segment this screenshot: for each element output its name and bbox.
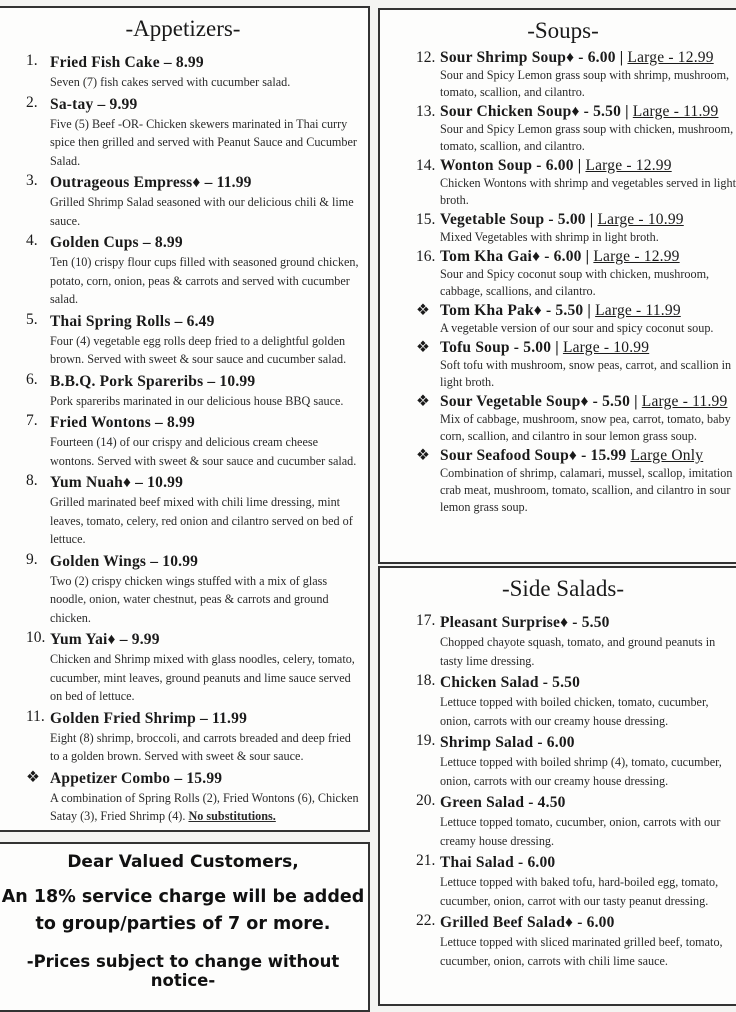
item-title bbox=[50, 551, 362, 572]
large-size-price: Large Only bbox=[630, 447, 704, 464]
item-title bbox=[440, 446, 736, 465]
item-title bbox=[50, 311, 362, 332]
item-description bbox=[50, 392, 362, 411]
item-title bbox=[50, 172, 362, 193]
item-description bbox=[50, 253, 362, 309]
menu-item bbox=[0, 52, 362, 92]
item-description-text: Grilled Shrimp Salad seasoned with our delicious chili & lime sauce. bbox=[50, 195, 354, 228]
item-description bbox=[440, 633, 736, 670]
menu-item bbox=[0, 371, 362, 411]
menu-item bbox=[0, 412, 362, 470]
item-description-text: Sour and Spicy coconut soup with chicken, mushroom, cabbage, scallions, and cilantro. bbox=[440, 267, 710, 298]
item-description-text: Grilled marinated beef mixed with chili lime dressing, mint leaves, tomato, celery, red onion and cilantro served on bed of lettuce. bbox=[50, 495, 353, 546]
item-title bbox=[440, 852, 736, 873]
item-name-price: Vegetable Soup - 5.00 | bbox=[440, 211, 598, 228]
special-item-bullet-icon: ❖ bbox=[416, 393, 430, 410]
item-note: No substitutions. bbox=[188, 809, 276, 823]
item-title bbox=[440, 210, 736, 229]
item-title bbox=[440, 102, 736, 121]
item-description bbox=[440, 873, 736, 910]
item-number: 7. bbox=[26, 412, 38, 429]
item-number: 11. bbox=[26, 707, 45, 725]
section-title: -Side Salads- bbox=[501, 576, 624, 601]
item-title bbox=[440, 301, 736, 320]
item-description-text: Sour and Spicy Lemon grass soup with chicken, mushroom, tomato, scallion, and cilantro. bbox=[440, 122, 734, 153]
special-item-bullet-icon: ❖ bbox=[26, 768, 40, 786]
item-title bbox=[50, 52, 362, 73]
large-size-price: Large - 12.99 bbox=[627, 49, 714, 66]
item-description bbox=[440, 67, 736, 101]
item-description-text: Lettuce topped tomato, cucumber, onion, carrots with our creamy house dressing. bbox=[440, 815, 721, 848]
item-name-price: Outrageous Empress♦ – 11.99 bbox=[50, 174, 252, 191]
item-name-price: Tofu Soup - 5.00 | bbox=[440, 339, 563, 356]
item-name-price: Green Salad - 4.50 bbox=[440, 794, 566, 811]
item-number: 1. bbox=[26, 52, 38, 69]
item-description bbox=[440, 320, 736, 337]
item-description bbox=[440, 357, 736, 391]
item-description bbox=[440, 753, 736, 790]
item-description bbox=[440, 175, 736, 209]
item-name-price: Thai Spring Rolls – 6.49 bbox=[50, 312, 215, 330]
menu-item bbox=[380, 247, 736, 300]
item-title bbox=[50, 472, 362, 493]
item-name-price: Golden Wings – 10.99 bbox=[50, 552, 199, 570]
item-description bbox=[50, 789, 362, 826]
menu-item bbox=[380, 338, 736, 391]
item-number: 9. bbox=[26, 550, 38, 568]
item-description-text: Five (5) Beef -OR- Chicken skewers marinated in Thai curry spice then grilled and served with Peanut Sauce and Cucumber Salad. bbox=[50, 116, 357, 168]
large-size-price: Large - 12.99 bbox=[593, 248, 680, 265]
item-number: 8. bbox=[26, 472, 38, 489]
item-title bbox=[440, 672, 736, 693]
menu-item bbox=[0, 94, 362, 171]
item-name-price: Golden Cups – 8.99 bbox=[50, 234, 183, 251]
item-title bbox=[440, 792, 736, 813]
item-number: 19. bbox=[416, 732, 436, 749]
section-title: -Soups- bbox=[527, 18, 599, 43]
item-title bbox=[50, 629, 362, 650]
item-number: 16. bbox=[416, 248, 436, 265]
item-title bbox=[440, 732, 736, 753]
large-size-price: Large - 10.99 bbox=[562, 339, 650, 356]
item-name-price: Grilled Beef Salad♦ - 6.00 bbox=[440, 914, 615, 931]
item-title bbox=[440, 338, 736, 357]
item-title bbox=[440, 392, 736, 411]
item-description bbox=[440, 411, 736, 445]
menu-item bbox=[380, 210, 736, 246]
item-description-text: Fourteen (14) of our crispy and delicious cream cheese wontons. Served with sweet & sour sauce and cucumber salad. bbox=[50, 435, 357, 468]
item-description bbox=[440, 229, 736, 246]
item-title bbox=[50, 94, 362, 115]
menu-item bbox=[0, 768, 362, 826]
item-description bbox=[440, 465, 736, 516]
item-title bbox=[50, 232, 362, 253]
item-description-text: Seven (7) fish cakes served with cucumber salad. bbox=[50, 75, 291, 89]
special-item-bullet-icon: ❖ bbox=[416, 302, 430, 319]
menu-item bbox=[0, 172, 362, 230]
item-number: 21. bbox=[416, 852, 436, 869]
item-description bbox=[50, 193, 362, 230]
item-name-price: Appetizer Combo – 15.99 bbox=[50, 769, 223, 787]
menu-item bbox=[380, 156, 736, 209]
item-number: 5. bbox=[26, 310, 38, 328]
section-title: -Appetizers- bbox=[125, 16, 241, 41]
item-number: 2. bbox=[26, 93, 38, 111]
menu-item bbox=[0, 629, 362, 706]
item-name-price: B.B.Q. Pork Spareribs – 10.99 bbox=[50, 372, 256, 390]
item-name-price: Yum Yai♦ – 9.99 bbox=[50, 631, 160, 648]
appetizer-list bbox=[0, 52, 368, 826]
menu-item bbox=[380, 301, 736, 337]
item-description bbox=[440, 121, 736, 155]
item-description-text: A vegetable version of our sour and spicy coconut soup. bbox=[440, 321, 714, 335]
item-description-text: Four (4) vegetable egg rolls deep fried to a delightful golden brown. Served with sweet & sour sauce and cucumber salad. bbox=[50, 333, 347, 366]
special-item-bullet-icon: ❖ bbox=[416, 447, 430, 464]
item-name-price: Fried Fish Cake – 8.99 bbox=[50, 54, 204, 71]
item-description-text: Combination of shrimp, calamari, mussel, scallop, imitation crab meat, mushroom, tomato, scallion, and cilantro in sour lemon grass soup. bbox=[440, 466, 733, 514]
item-description bbox=[50, 493, 362, 549]
special-item-bullet-icon: ❖ bbox=[416, 339, 430, 356]
item-description bbox=[50, 332, 362, 369]
menu-item bbox=[380, 912, 736, 970]
large-size-price: Large - 11.99 bbox=[595, 302, 681, 319]
item-name-price: Thai Salad - 6.00 bbox=[440, 854, 556, 871]
item-description bbox=[440, 933, 736, 970]
menu-item bbox=[0, 232, 362, 309]
item-name-price: Yum Nuah♦ – 10.99 bbox=[50, 474, 184, 491]
item-description bbox=[50, 650, 362, 706]
item-description bbox=[50, 729, 362, 766]
item-name-price: Sour Shrimp Soup♦ - 6.00 | bbox=[440, 49, 628, 66]
item-description-text: Chicken and Shrimp mixed with glass noodles, celery, tomato, cucumber, mint leaves, ground peanuts and lime sauce served on bed of lettuce. bbox=[50, 652, 355, 703]
menu-item bbox=[380, 732, 736, 790]
item-description-text: Two (2) crispy chicken wings stuffed with a mix of glass noodle, onion, water chestnut, peas & carrots and ground chicken. bbox=[50, 573, 329, 625]
item-number: 20. bbox=[416, 792, 436, 809]
item-name-price: Wonton Soup - 6.00 | bbox=[440, 157, 586, 174]
menu-item bbox=[380, 392, 736, 445]
item-name-price: Fried Wontons – 8.99 bbox=[50, 414, 195, 431]
large-size-price: Large - 11.99 bbox=[632, 103, 719, 120]
large-size-price: Large - 11.99 bbox=[641, 393, 728, 410]
item-name-price: Tom Kha Gai♦ - 6.00 | bbox=[440, 248, 594, 265]
item-description-text: Lettuce topped with sliced marinated grilled beef, tomato, cucumber, onion, carrots with chili lime sauce. bbox=[440, 935, 723, 968]
item-title bbox=[50, 412, 362, 433]
item-description-text: Chicken Wontons with shrimp and vegetables served in light broth. bbox=[440, 176, 736, 207]
item-number: 6. bbox=[26, 370, 38, 388]
item-description-text: Mixed Vegetables with shrimp in light broth. bbox=[440, 230, 659, 244]
item-description-text: Mix of cabbage, mushroom, snow pea, carrot, tomato, baby corn, scallion, and cilantro in sour lemon grass soup. bbox=[440, 412, 731, 443]
item-title bbox=[50, 768, 362, 789]
item-number: 22. bbox=[416, 912, 436, 929]
item-name-price: Sour Vegetable Soup♦ - 5.50 | bbox=[440, 393, 642, 410]
notice-heading: Dear Valued Customers, bbox=[67, 852, 299, 872]
large-size-price: Large - 10.99 bbox=[597, 211, 684, 228]
price-change-notice: -Prices subject to change without notice- bbox=[26, 952, 340, 990]
menu-item bbox=[380, 852, 736, 910]
item-number: 10. bbox=[26, 629, 46, 646]
item-description bbox=[50, 73, 362, 92]
item-description bbox=[50, 433, 362, 470]
item-number: 12. bbox=[416, 49, 436, 66]
item-name-price: Pleasant Surprise♦ - 5.50 bbox=[440, 614, 610, 631]
item-title bbox=[50, 708, 362, 729]
item-description-text: Soft tofu with mushroom, snow peas, carrot, and scallion in light broth. bbox=[440, 358, 732, 389]
item-number: 4. bbox=[26, 232, 38, 249]
item-number: 18. bbox=[416, 672, 436, 689]
menu-item bbox=[380, 102, 736, 155]
item-title bbox=[440, 48, 736, 67]
menu-item bbox=[380, 48, 736, 101]
item-description-text: A combination of Spring Rolls (2), Fried Wontons (6), Chicken Satay (3), Fried Shrimp (4). bbox=[50, 790, 359, 823]
item-description-text: Lettuce topped with baked tofu, hard-boiled egg, tomato, cucumber, onion, carrot with our tasty peanut dressing. bbox=[440, 875, 719, 908]
item-description-text: Chopped chayote squash, tomato, and ground peanuts in tasty lime dressing. bbox=[440, 635, 716, 668]
item-name-price: Sour Seafood Soup♦ - 15.99 bbox=[440, 447, 631, 464]
service-charge-line-1: An 18% service charge will be added bbox=[1, 887, 365, 907]
item-description bbox=[440, 266, 736, 300]
item-name-price: Golden Fried Shrimp – 11.99 bbox=[50, 709, 248, 727]
item-description bbox=[440, 693, 736, 730]
item-title bbox=[50, 371, 362, 392]
item-name-price: Chicken Salad - 5.50 bbox=[440, 674, 581, 691]
item-description bbox=[50, 115, 362, 171]
side-salads-section bbox=[378, 566, 736, 1006]
item-number: 14. bbox=[416, 157, 436, 174]
menu-item bbox=[380, 672, 736, 730]
item-name-price: Sa-tay – 9.99 bbox=[50, 95, 138, 113]
item-description-text: Pork spareribs marinated in our delicious house BBQ sauce. bbox=[50, 393, 344, 408]
large-size-price: Large - 12.99 bbox=[585, 157, 672, 174]
notice-box bbox=[0, 842, 370, 1012]
item-title bbox=[440, 156, 736, 175]
soups-section bbox=[378, 8, 736, 564]
item-title bbox=[440, 247, 736, 266]
item-description-text: Eight (8) shrimp, broccoli, and carrots breaded and deep fried to a golden brown. Served with sweet & sour sauce. bbox=[50, 730, 351, 763]
menu-item bbox=[0, 551, 362, 628]
item-description bbox=[50, 572, 362, 628]
item-description-text: Lettuce topped with boiled chicken, tomato, cucumber, onion, carrots with our creamy house dressing. bbox=[440, 695, 709, 728]
item-title bbox=[440, 612, 736, 633]
salad-list bbox=[380, 612, 736, 970]
item-name-price: Shrimp Salad - 6.00 bbox=[440, 734, 575, 751]
item-number: 3. bbox=[26, 172, 38, 189]
service-charge-line-2: to group/parties of 7 or more. bbox=[35, 914, 331, 934]
menu-item bbox=[0, 708, 362, 766]
menu-item bbox=[0, 472, 362, 549]
item-description-text: Lettuce topped with boiled shrimp (4), tomato, cucumber, onion, carrots with our creamy house dressing. bbox=[440, 755, 722, 788]
soup-list bbox=[380, 48, 736, 516]
menu-item bbox=[380, 792, 736, 850]
item-name-price: Sour Chicken Soup♦ - 5.50 | bbox=[440, 103, 633, 120]
item-description-text: Ten (10) crispy flour cups filled with seasoned ground chicken, potato, corn, onion, peas & carrots and served with cucumber salad. bbox=[50, 255, 359, 306]
menu-item bbox=[0, 311, 362, 369]
item-description bbox=[440, 813, 736, 850]
menu-item bbox=[380, 612, 736, 670]
item-description-text: Sour and Spicy Lemon grass soup with shrimp, mushroom, tomato, scallion, and cilantro. bbox=[440, 68, 730, 99]
menu-item bbox=[380, 446, 736, 516]
appetizers-section bbox=[0, 6, 370, 832]
item-number: 13. bbox=[416, 103, 436, 120]
item-number: 17. bbox=[416, 612, 436, 629]
item-title bbox=[440, 912, 736, 933]
item-number: 15. bbox=[416, 211, 436, 228]
item-name-price: Tom Kha Pak♦ - 5.50 | bbox=[440, 302, 596, 319]
